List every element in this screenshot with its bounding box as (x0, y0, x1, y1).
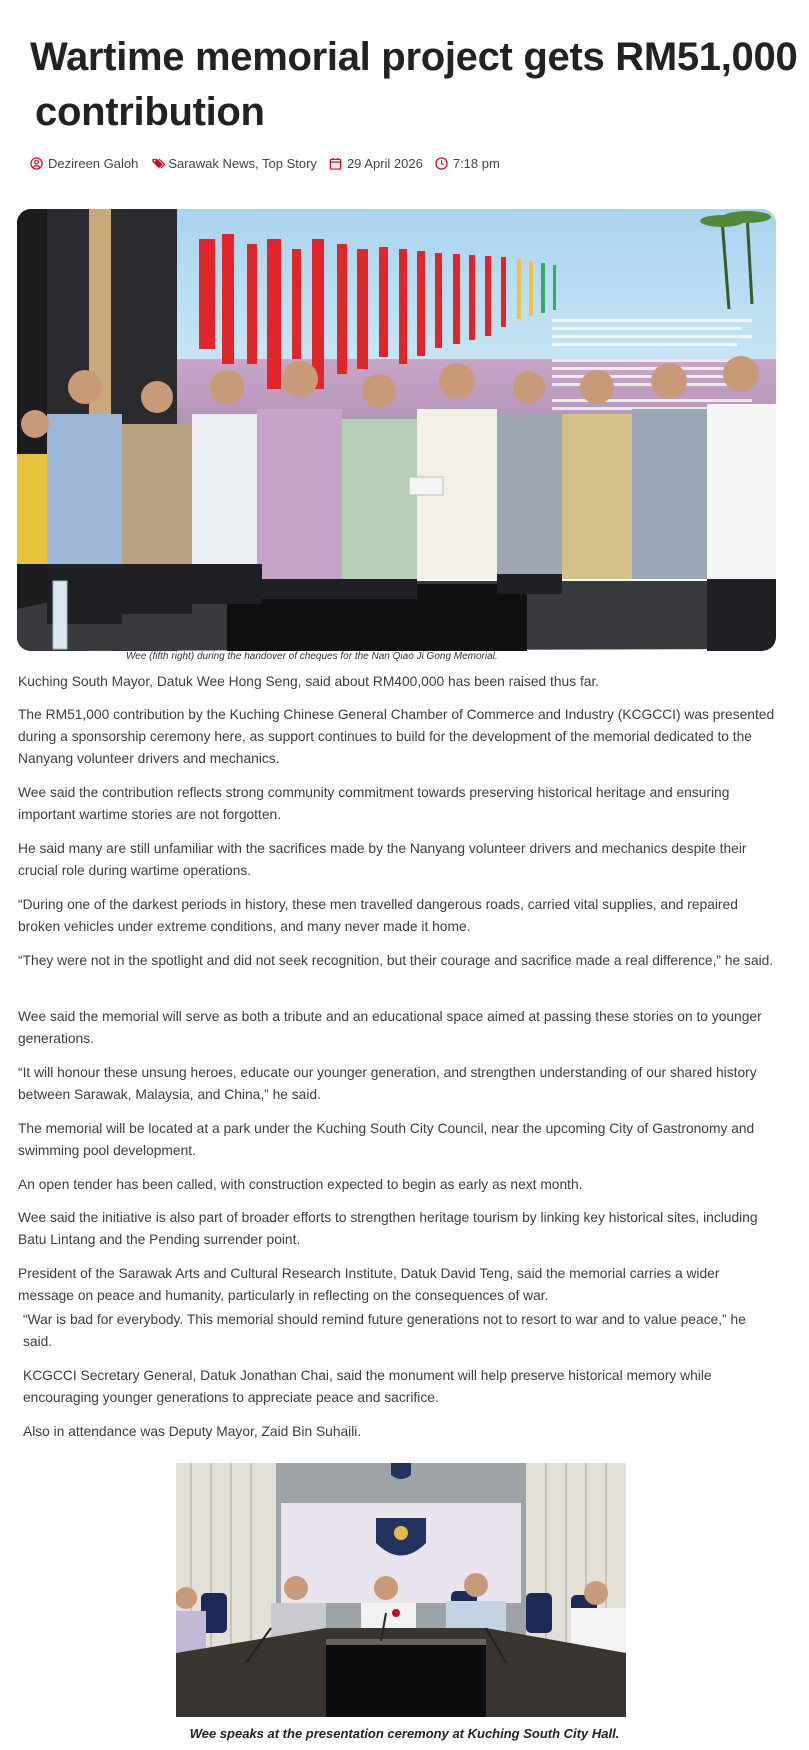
paragraph: KCGCCI Secretary General, Datuk Jonathan Chai, said the monument will help preserve historical memory while encouraging younger generations to appreciate peace and sacrifice. (23, 1368, 712, 1405)
paragraph: Wee said the contribution reflects strong community commitment towards preserving historical heritage and ensuring important wartime stories are not forgotten. (18, 785, 730, 822)
paragraph: President of the Sarawak Arts and Cultural Research Institute, Datuk David Teng, said the memorial carries a wider message on peace and humanity, particularly in reflecting on the consequences of war. (18, 1266, 720, 1303)
paragraph: Kuching South Mayor, Datuk Wee Hong Seng, said about RM400,000 has been raised thus far. (18, 674, 600, 689)
categories-link[interactable]: Sarawak News, Top Story (168, 155, 317, 171)
paragraph: Also in attendance was Deputy Mayor, Zaid Bin Suhaili. (23, 1424, 362, 1439)
paragraph: “It will honour these unsung heroes, educate our younger generation, and strengthen understanding of our shared history between Sarawak, Malaysia, and China,” he said. (18, 1065, 757, 1102)
paragraph: The memorial will be located at a park under the Kuching South City Council, near the upcoming City of Gastronomy and swimming pool development. (18, 1121, 755, 1158)
title-line-1: Wartime memorial project gets RM51,000 (30, 35, 798, 79)
paragraph: “They were not in the spotlight and did not seek recognition, but their courage and sacrifice made a real difference,” he said. (18, 953, 774, 968)
paragraph: The RM51,000 contribution by the Kuching Chinese General Chamber of Commerce and Industry (KCGCCI) was presented during a sponsorship ceremony here, as support continues to build for the development of the memorial dedicated to the Nanyang volunteer drivers and mechanics. (18, 707, 775, 766)
author-link[interactable]: Dezireen Galoh (48, 155, 139, 171)
hero-caption: Wee (fifth right) during the handover of cheques for the Nan Qiao Ji Gong Memorial. (126, 651, 498, 662)
paragraph: “During one of the darkest periods in history, these men travelled dangerous roads, carried vital supplies, and repaired broken vehicles under extreme conditions, and many never made it home. (18, 897, 738, 934)
calendar-icon (329, 157, 342, 170)
paragraph: He said many are still unfamiliar with the sacrifices made by the Nanyang volunteer drivers and mechanics despite their crucial role during wartime operations. (18, 841, 747, 878)
article-meta (30, 154, 512, 172)
clock-icon (435, 157, 448, 170)
paragraph: An open tender has been called, with construction expected to begin as early as next month. (18, 1177, 583, 1192)
hero-photo (17, 209, 776, 651)
second-photo (176, 1463, 626, 1717)
user-icon (30, 157, 43, 170)
meta-categories[interactable] (150, 156, 317, 171)
meta-author[interactable] (30, 156, 138, 171)
paragraph: Wee said the memorial will serve as both a tribute and an educational space aimed at passing these stories on to younger generations. (18, 1009, 762, 1046)
second-photo-illustration (176, 1463, 626, 1717)
second-caption: Wee speaks at the presentation ceremony at Kuching South City Hall. (189, 1726, 620, 1741)
article-title (30, 30, 800, 140)
meta-date (329, 156, 423, 171)
paragraph: “War is bad for everybody. This memorial should remind future generations not to resort to war and to value peace,” he said. (23, 1312, 746, 1349)
tags-icon (150, 157, 166, 170)
paragraph: Wee said the initiative is also part of broader efforts to strengthen heritage tourism by linking key historical sites, including Batu Lintang and the Pending surrender point. (18, 1210, 758, 1247)
date-text: 29 April 2026 (346, 155, 423, 171)
time-text: 7:18 pm (452, 155, 500, 171)
meta-time (435, 156, 500, 171)
hero-photo-illustration (17, 209, 776, 651)
title-line-2: contribution (35, 90, 265, 134)
